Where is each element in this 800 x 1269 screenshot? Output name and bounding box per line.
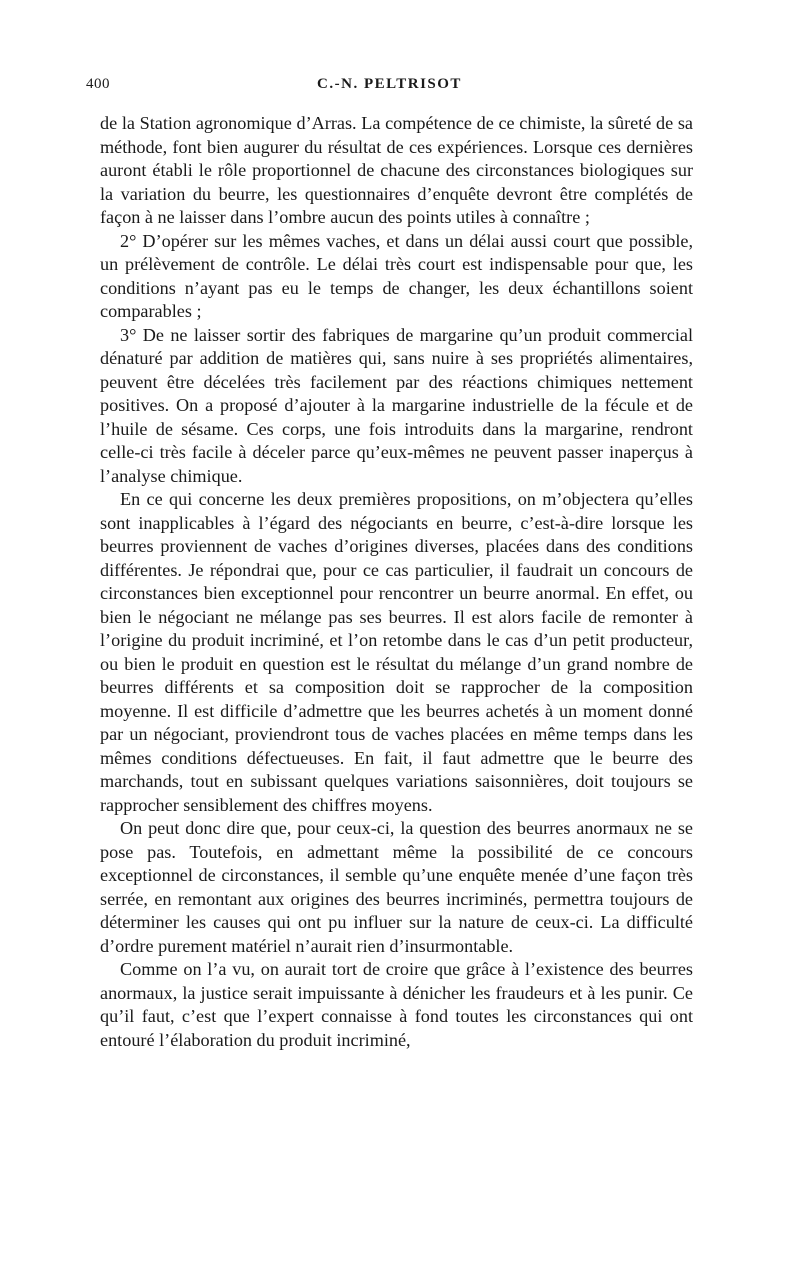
paragraph-objection: En ce qui concerne les deux premières propositions, on m’objectera qu’elles sont inapplicables à l’égard des négociants en beurre, c’est-à-dire lorsque les beurres proviennent de vaches d’origines diverses, placées dans des conditions différentes. Je répondrai que, pour ce cas particulier, il faudrait un concours de circonstances bien exceptionnel pour rencontrer un beurre anormal. En effet, ou bien le négociant ne mélange pas ses beurres. Il est alors facile de remonter à l’origine du produit incriminé, et l’on retombe dans le cas d’un petit producteur, ou bien le produit en question est le résultat du mélange d’un grand nombre de beurres différents et sa composition doit se rapprocher de la composition moyenne. Il est difficile d’admettre que les beurres achetés à un moment donné par un négociant, proviendront tous de vaches placées en même temps dans les mêmes conditions défectueuses. En fait, il faut admettre que le beurre des marchands, tout en subissant quelques variations saisonnières, doit toujours se rapprocher sensiblement des chiffres moyens. [100, 489, 693, 815]
paragraph-conclusion: On peut donc dire que, pour ceux-ci, la question des beurres anormaux ne se pose pas. Toutefois, en admettant même la possibilité de ce concours exceptionnel de circonstances, il semble qu’une enquête menée d’une façon très serrée, en remontant aux origines des beurres incriminés, permettra toujours de déterminer les causes qui ont pu influer sur la nature de ceux-ci. La difficulté d’ordre purement matériel n’aurait rien d’insurmontable. [100, 818, 693, 956]
paragraph-continuation: de la Station agronomique d’Arras. La compétence de ce chimiste, la sûreté de sa méthode, font bien augurer du résultat de ces expériences. Lorsque ces dernières auront établi le rôle proportionnel de chacune des circonstances biologiques sur la variation du beurre, les questionnaires d’enquête devront être complétés de façon à ne laisser dans l’ombre aucun des points utiles à connaître ; [100, 113, 693, 227]
paragraph-item-2: 2° D’opérer sur les mêmes vaches, et dans un délai aussi court que possible, un prélèvement de contrôle. Le délai très court est indispensable pour que, les conditions n’ayant pas eu le temps de changer, les deux échantillons soient comparables ; [100, 230, 693, 321]
running-head [86, 76, 693, 100]
paragraph-closing: Comme on l’a vu, on aurait tort de croire que grâce à l’existence des beurres anormaux, la justice serait impuissante à dénicher les fraudeurs et à les punir. Ce qu’il faut, c’est que l’expert connaisse à fond toutes les circonstances qui ont entouré l’élaboration du produit incriminé, [100, 959, 693, 1050]
page-number: 400 [86, 76, 110, 92]
running-head-author: C.-N. PELTRISOT [317, 76, 462, 92]
paragraph-item-3: 3° De ne laisser sortir des fabriques de margarine qu’un produit commercial dénaturé par addition de matières qui, sans nuire à ses propriétés alimentaires, peuvent être décelées très facilement par des réactions chimiques nettement positives. On a proposé d’ajouter à la margarine industrielle de la fécule et de l’huile de sésame. Ces corps, une fois introduits dans la margarine, rendront celle-ci très facile à déceler parce qu’eux-mêmes ne peuvent passer inaperçus à l’analyse chimique. [100, 324, 693, 486]
body-text [100, 112, 693, 1052]
